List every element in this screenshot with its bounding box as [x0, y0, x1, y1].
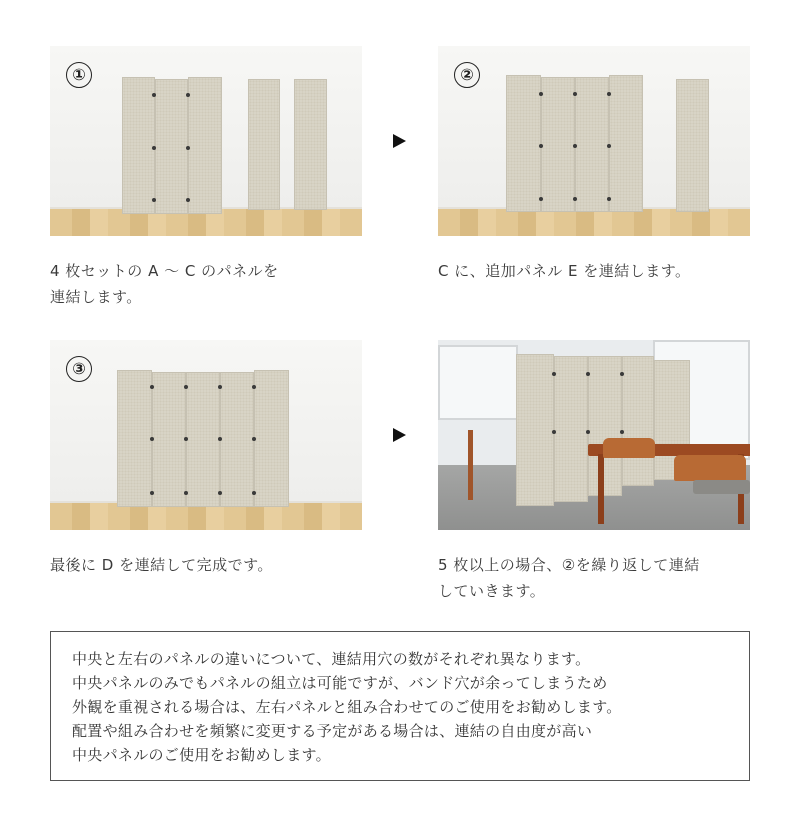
arrow-right-icon	[393, 428, 406, 442]
step-2-caption: C に、追加パネル E を連結します。	[438, 262, 691, 280]
note-line: 中央と左右のパネルの違いについて、連結用穴の数がそれぞれ異なります。	[72, 650, 591, 668]
step-1-badge: ①	[66, 62, 92, 88]
step-3-photo	[50, 340, 362, 530]
note-line: 中央パネルのみでもパネルの組立は可能ですが、バンド穴が余ってしまうため	[72, 674, 608, 692]
note-line: 中央パネルのご使用をお勧めします。	[72, 746, 331, 764]
step-2-photo	[438, 46, 750, 236]
step-4-photo	[438, 340, 750, 530]
arrow-right-icon	[393, 134, 406, 148]
step-1-photo	[50, 46, 362, 236]
step-1-caption: 4 枚セットの A 〜 C のパネルを 連結します。	[50, 262, 279, 306]
note-box	[50, 631, 750, 781]
step-2-badge: ②	[454, 62, 480, 88]
note-line: 外観を重視される場合は、左右パネルと組み合わせてのご使用をお勧めします。	[72, 698, 622, 716]
step-4-caption: 5 枚以上の場合、②を繰り返して連結 していきます。	[438, 556, 700, 600]
step-3-badge: ③	[66, 356, 92, 382]
note-line: 配置や組み合わせを頻繁に変更する予定がある場合は、連結の自由度が高い	[72, 722, 593, 740]
step-3-caption: 最後に D を連結して完成です。	[50, 556, 273, 574]
